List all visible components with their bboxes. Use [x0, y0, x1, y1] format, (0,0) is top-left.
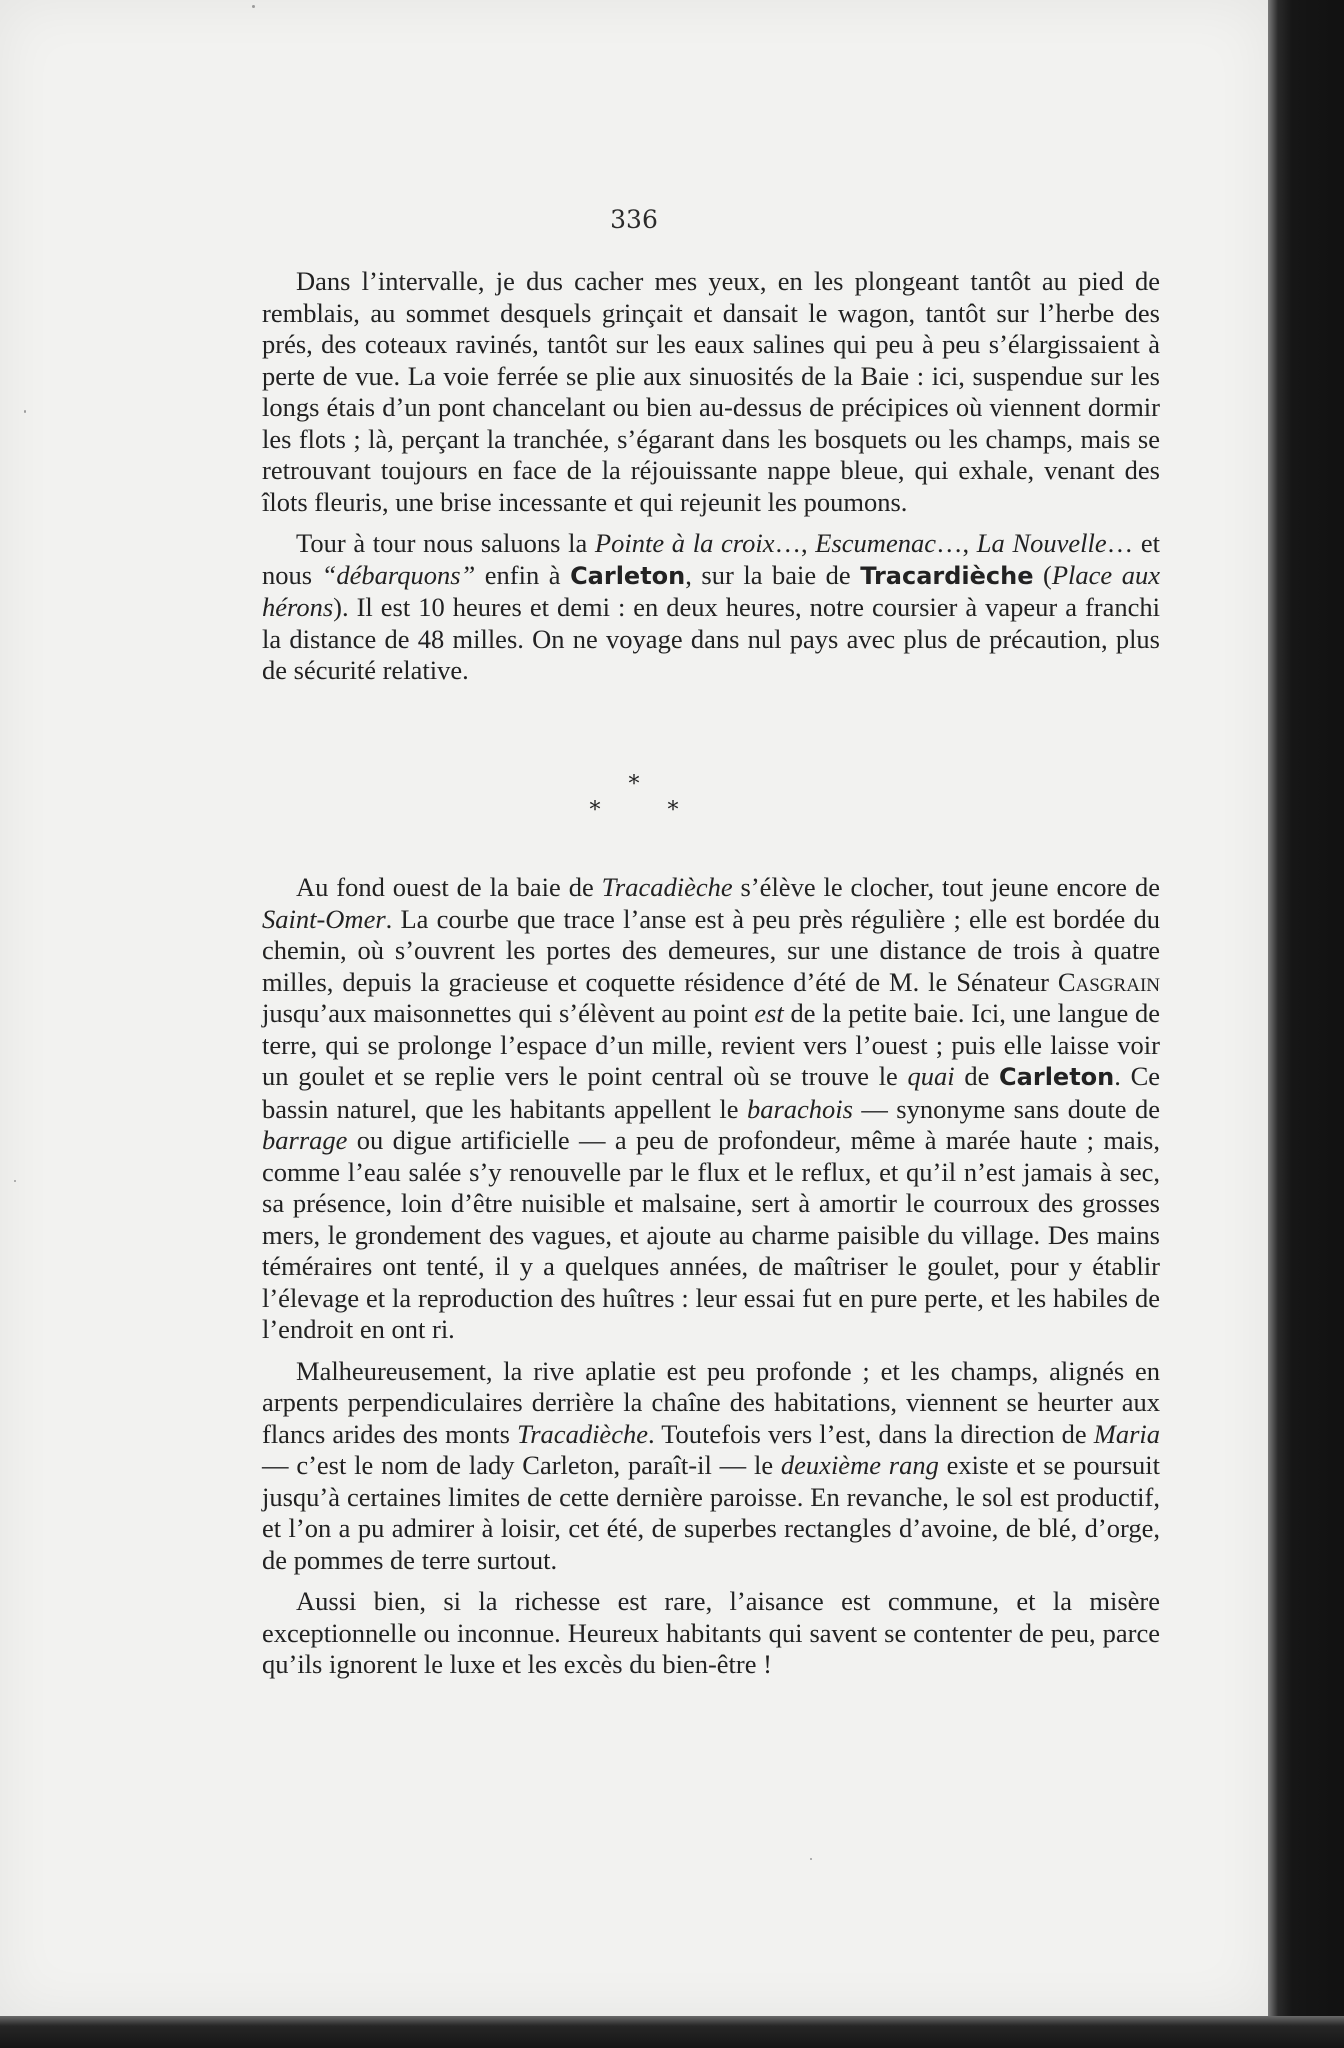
paper-speck: [24, 410, 26, 413]
italic-text-run: barachois: [746, 1093, 853, 1124]
text-run: enfin à: [475, 559, 571, 590]
text-run: . Ce bassin naturel, que les habitants appellent le: [262, 1061, 1161, 1124]
text-run: existe et se poursuit jusqu’à certaines limites de cette dernière paroisse. En revanche, le sol est productif, et l’on a pu admirer à loisir, cet été, de superbes rectangles d’avoine, de blé, d’orge, de pommes de terre surtout.: [262, 1450, 1160, 1575]
text-block-upper: [262, 266, 1160, 697]
paper-speck: [810, 1858, 812, 1860]
bold-text-run: Carleton: [999, 1063, 1115, 1091]
separator-stars-bottom: * *: [589, 798, 709, 823]
italic-text-run: Escumenac: [815, 528, 936, 558]
italic-text-run: quai: [907, 1061, 955, 1091]
text-run: de la petite baie. Ici, une langue de terre, qui se prolonge l’espace d’un mille, revient vers l’ouest ; puis elle laisse voir un goulet et se replie vers le point central où se trouve le: [262, 998, 1161, 1091]
italic-text-run: est: [754, 998, 784, 1028]
italic-text-run: barrage: [262, 1125, 348, 1155]
text-run: …,: [774, 528, 816, 558]
paragraph: [262, 1356, 1160, 1577]
text-run: — c’est le nom de lady Carleton, paraît-il — le: [262, 1450, 781, 1480]
italic-text-run: “débarquons”: [321, 559, 476, 590]
italic-text-run: La Nouvelle: [976, 528, 1107, 558]
text-run: Tour à tour nous saluons la: [296, 528, 595, 558]
italic-text-run: Place aux hérons: [262, 559, 1160, 622]
text-run: … et nous: [262, 528, 1160, 590]
paper-speck: [14, 1180, 16, 1182]
text-run: Au fond ouest de la baie de: [296, 872, 602, 902]
italic-text-run: Maria: [1093, 1418, 1160, 1449]
italic-text-run: Tracadièche: [516, 1418, 648, 1449]
text-run: — synonyme sans doute de: [852, 1093, 1160, 1124]
text-run: ou digue artificielle — a peu de profondeur, même à marée haute ; mais, comme l’eau salée s’y renouvelle par le flux et le reflux, et qu’il n’est jamais à sec, sa présence, loin d’être nuisible et malsaine, sert à amortir le courroux des grosses mers, le grondement des vagues, et ajoute au charme paisible du village. Des mains téméraires ont tenté, il y a quelques années, de maîtriser le goulet, pour y établir l’élevage et la reproduction des huîtres : leur essai fut en pure perte, et les habiles de l’endroit en ont ri.: [262, 1125, 1160, 1344]
italic-text-run: Saint-Omer: [262, 903, 386, 934]
text-run: ). Il est 10 heures et demi : en deux heures, notre coursier à vapeur a franchi la distance de 48 milles. On ne voyage dans nul pays avec plus de précaution, plus de sécurité relative.: [262, 592, 1160, 685]
italic-text-run: deuxième rang: [780, 1450, 939, 1480]
paragraph: [262, 872, 1160, 1346]
text-run: Malheureusement, la rive aplatie est peu profonde ; et les champs, alignés en arpents perpendiculaires derrière la chaîne des habitations, viennent se heurter aux flancs arides des monts: [262, 1355, 1160, 1449]
paper-speck: [252, 5, 255, 8]
small-caps-text-run: Casgrain: [1057, 966, 1160, 997]
text-run: (: [1033, 559, 1052, 590]
text-run: jusqu’aux maisonnettes qui s’élèvent au point: [262, 998, 755, 1028]
paragraph: [262, 266, 1160, 518]
italic-text-run: Pointe à la croix: [594, 528, 775, 558]
text-run: de: [954, 1061, 1000, 1091]
text-run: s’élève le clocher, tout jeune encore de: [732, 872, 1160, 902]
text-run: , sur la baie de: [685, 559, 861, 590]
section-separator: [0, 772, 1268, 824]
bold-text-run: Carleton: [570, 561, 686, 590]
paragraph: [262, 1586, 1160, 1681]
separator-star-top: *: [628, 772, 640, 797]
scan-border-bottom: [0, 2016, 1344, 2048]
paragraph: [262, 528, 1160, 687]
text-run: …,: [935, 528, 977, 558]
scan-border-right: [1268, 0, 1344, 2048]
text-run: Aussi bien, si la richesse est rare, l’aisance est commune, et la misère exceptionnelle ou inconnue. Heureux habitants qui savent se contenter de peu, parce qu’ils ignorent le luxe et les excès du bien-être !: [262, 1586, 1160, 1679]
page-number: 336: [610, 205, 658, 234]
bold-text-run: Tracardièche: [860, 561, 1034, 590]
text-run: . La courbe que trace l’anse est à peu près régulière ; elle est bordée du chemin, où s’ouvrent les portes des demeures, sur une distance de trois à quatre milles, depuis la gracieuse et coquette résidence d’été de M. le Sénateur: [262, 903, 1160, 997]
italic-text-run: Tracadièche: [601, 872, 733, 902]
text-block-lower: [262, 872, 1160, 1691]
text-run: Dans l’intervalle, je dus cacher mes yeux, en les plongeant tantôt au pied de remblais, au sommet desquels grinçait et dansait le wagon, tantôt sur l’herbe des prés, des coteaux ravinés, tantôt sur les eaux salines qui peu à peu s’élargissaient à perte de vue. La voie ferrée se plie aux sinuosités de la Baie : ici, suspendue sur les longs étais d’un pont chancelant ou bien au-dessus de précipices où viennent dormir les flots ; là, perçant la tranchée, s’égarant dans les bosquets ou les champs, mais se retrouvant toujours en face de la réjouissante nappe bleue, qui exhale, venant des îlots fleuris, une brise incessante et qui rejeunit les poumons.: [262, 266, 1160, 517]
text-run: . Toutefois vers l’est, dans la direction de: [647, 1418, 1094, 1449]
